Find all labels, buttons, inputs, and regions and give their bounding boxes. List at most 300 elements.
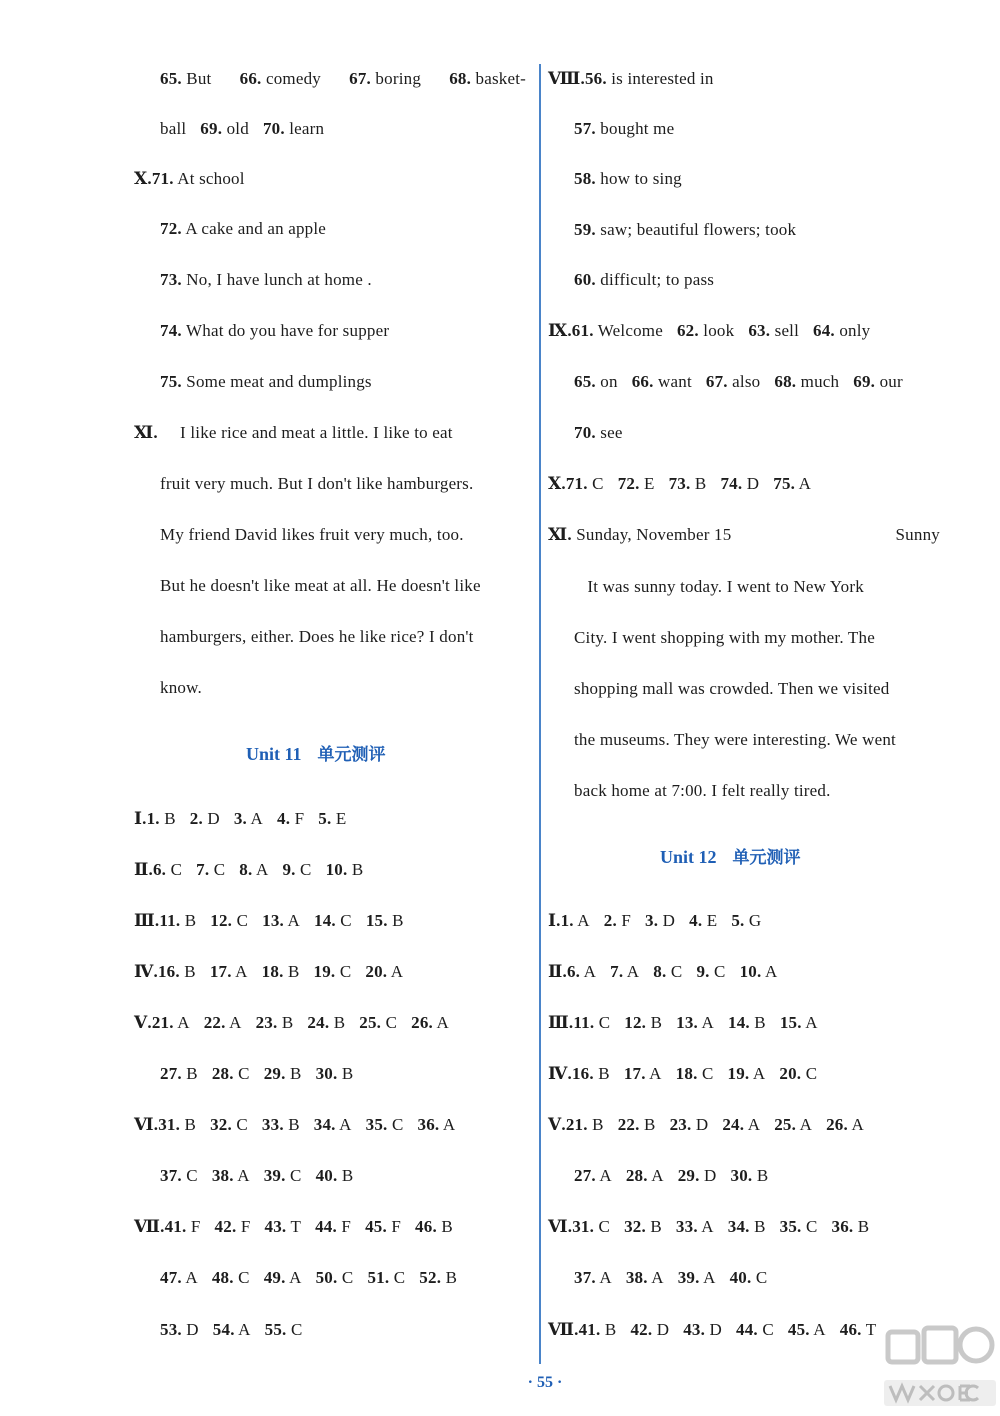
answer-text: C: [751, 1268, 768, 1287]
right-text-line: [574, 627, 875, 649]
answer-item: [740, 961, 778, 983]
answer-text: F: [236, 1217, 251, 1236]
answer-text: C: [232, 911, 249, 930]
answer-text: A: [252, 860, 269, 879]
answer-item: [160, 1063, 198, 1085]
question-number: 20.: [779, 1064, 802, 1083]
left-text-line: [160, 118, 324, 140]
answer-text: B: [337, 1064, 354, 1083]
right-text-line: [574, 219, 796, 241]
right-text-line: [574, 576, 864, 598]
answer-text: C: [231, 1115, 248, 1134]
answer-item: [316, 1165, 354, 1187]
right-answer-line: [548, 1063, 817, 1085]
answer-text: G: [744, 911, 762, 930]
answer-text: T: [286, 1217, 302, 1236]
answer-text: D: [742, 474, 760, 493]
question-number: 19.: [313, 962, 336, 981]
answer-item: [314, 910, 352, 932]
answer-text: C: [166, 860, 183, 879]
question-number: 49.: [263, 1268, 286, 1287]
section-numeral: Ⅳ.: [134, 962, 158, 981]
question-number: 5.: [731, 911, 745, 930]
answer-item: [134, 808, 176, 830]
answer-item: [774, 1114, 812, 1136]
answer-item: [574, 678, 889, 700]
question-number: 46.: [839, 1320, 862, 1339]
left-answer-line: [160, 1267, 457, 1289]
question-number: 33.: [675, 1217, 698, 1236]
question-number: 75.: [160, 372, 182, 391]
answer-text: B: [853, 1217, 870, 1236]
answer-text: At school: [173, 169, 245, 188]
answer-text: C: [209, 860, 226, 879]
question-number: 58.: [574, 169, 596, 188]
answer-text: But he doesn't like meat at all. He doesn't like: [160, 576, 481, 595]
answer-item: [256, 1012, 294, 1034]
answer-text: E: [331, 809, 347, 828]
answer-item: [365, 1216, 401, 1238]
answer-text: F: [290, 809, 305, 828]
answer-text: A: [173, 1013, 190, 1032]
right-text-line: [574, 678, 889, 700]
question-number: 57.: [574, 119, 596, 138]
answer-item: [813, 320, 870, 342]
answer-item: [307, 1012, 345, 1034]
answer-text: City. I went shopping with my mother. The: [574, 628, 875, 647]
answer-text: A: [698, 1013, 714, 1032]
answer-item: [213, 1319, 251, 1341]
answer-text: B: [387, 911, 404, 930]
question-number: 45.: [787, 1320, 810, 1339]
answer-item: [418, 1114, 456, 1136]
answer-item: [365, 961, 403, 983]
answer-item: [676, 1063, 714, 1085]
answer-item: [731, 910, 761, 932]
right-answer-line: [548, 961, 777, 983]
question-number: 65.: [160, 69, 182, 88]
answer-item: [722, 1114, 760, 1136]
answer-text: B: [329, 1013, 346, 1032]
answer-text: D: [202, 809, 220, 828]
question-number: 50.: [315, 1268, 338, 1287]
question-number: 42.: [214, 1217, 237, 1236]
question-number: 38.: [211, 1166, 234, 1185]
answer-text: A: [225, 1013, 242, 1032]
question-number: 22.: [617, 1115, 640, 1134]
answer-item: [574, 576, 864, 598]
answer-text: A: [801, 1013, 818, 1032]
question-number: 65.: [574, 372, 596, 391]
unit-11-subtitle: 单元测评: [317, 745, 386, 765]
answer-item: [314, 1114, 352, 1136]
answer-item: [780, 1216, 818, 1238]
answer-item: [670, 1114, 709, 1136]
answer-item: [212, 1165, 250, 1187]
answer-item: [210, 1114, 248, 1136]
question-number: 9.: [282, 860, 296, 879]
left-answer-line: [134, 1216, 453, 1238]
right-answer-line: [548, 1114, 864, 1136]
section-numeral: Ⅵ.: [134, 1115, 159, 1134]
section-numeral: Ⅸ.: [548, 321, 572, 340]
unit-11-title: Unit 11: [246, 744, 302, 764]
question-number: 27.: [160, 1064, 182, 1083]
question-number: 10.: [325, 860, 348, 879]
question-number: 36.: [417, 1115, 440, 1134]
answer-text: C: [389, 1268, 406, 1287]
answer-item: [574, 780, 831, 802]
question-number: 74.: [160, 321, 182, 340]
right-text-line: [574, 371, 903, 393]
answer-item: [689, 910, 717, 932]
answer-item: [645, 910, 675, 932]
answer-item: [788, 1319, 826, 1341]
answer-text: know.: [160, 678, 202, 697]
question-number: 31.: [572, 1217, 595, 1236]
answer-item: [624, 1012, 662, 1034]
answer-text: the museums. They were interesting. We went: [574, 730, 896, 749]
answer-text: A: [284, 911, 300, 930]
answer-text: A: [645, 1064, 662, 1083]
answer-text: B: [347, 860, 364, 879]
answer-text: A: [231, 962, 248, 981]
question-number: 46.: [415, 1217, 437, 1236]
answer-text: A: [744, 1115, 761, 1134]
right-answer-line: [574, 1267, 767, 1289]
right-text-line: [574, 422, 623, 444]
answer-text: B: [749, 1217, 766, 1236]
answer-item: [632, 371, 692, 393]
answer-item: [262, 1114, 300, 1136]
answer-text: Sunny: [895, 525, 940, 544]
question-number: 41.: [164, 1217, 187, 1236]
answer-text: C: [381, 1013, 398, 1032]
watermark-logo: [880, 1318, 998, 1414]
question-number: 17.: [209, 962, 232, 981]
answer-item: [610, 961, 639, 983]
answer-text: T: [861, 1320, 877, 1339]
page-number-value: 55: [537, 1374, 553, 1391]
question-number: 14.: [314, 911, 336, 930]
answer-item: [548, 68, 714, 90]
answer-text: C: [286, 1320, 303, 1339]
answer-text: A: [847, 1115, 864, 1134]
answer-text: Sunday, November 15: [571, 525, 732, 544]
answer-text: C: [295, 860, 312, 879]
answer-item: [548, 1319, 616, 1341]
left-text-line: [160, 371, 372, 393]
question-number: 18.: [675, 1064, 698, 1083]
answer-text: C: [594, 1217, 611, 1236]
section-numeral: Ⅲ.: [134, 911, 160, 930]
question-number: 8.: [239, 860, 253, 879]
answer-text: B: [646, 1013, 663, 1032]
answer-item: [160, 575, 481, 597]
answer-text: B: [441, 1268, 458, 1287]
unit-12-subtitle: 单元测评: [732, 848, 801, 868]
answer-text: C: [285, 1166, 302, 1185]
answer-text: shopping mall was crowded. Then we visited: [574, 679, 890, 698]
question-number: 35.: [779, 1217, 802, 1236]
answer-text: A: [335, 1115, 352, 1134]
answer-text: D: [652, 1320, 670, 1339]
answer-item: [160, 118, 186, 140]
answer-item: [359, 1012, 397, 1034]
question-number: 13.: [676, 1013, 698, 1032]
section-numeral: Ⅹ.: [548, 474, 566, 493]
question-number: 29.: [677, 1166, 700, 1185]
question-number: 47.: [160, 1268, 182, 1287]
answer-item: [262, 910, 300, 932]
answer-text: C: [335, 911, 352, 930]
question-number: 51.: [367, 1268, 390, 1287]
answer-item: [215, 1216, 251, 1238]
right-text-line: [548, 320, 870, 342]
answer-item: [574, 219, 796, 241]
right-text-line: [548, 473, 811, 495]
answer-text: C: [233, 1268, 250, 1287]
answer-text: A: [181, 1268, 198, 1287]
answer-item: [190, 808, 220, 830]
left-answer-line: [134, 1012, 449, 1034]
left-text-line: [160, 269, 372, 291]
answer-item: [316, 1267, 354, 1289]
answer-text: B: [180, 911, 197, 930]
answer-text: C: [587, 474, 604, 493]
answer-item: [840, 1319, 877, 1341]
answer-item: [548, 961, 596, 983]
answer-text: C: [801, 1064, 818, 1083]
question-number: 69.: [853, 372, 876, 391]
question-number: 25.: [359, 1013, 382, 1032]
answer-item: [449, 68, 526, 90]
question-number: 22.: [203, 1013, 226, 1032]
section-numeral: Ⅶ.: [134, 1217, 165, 1236]
question-number: 13.: [262, 911, 284, 930]
section-numeral: Ⅷ.: [548, 69, 585, 88]
left-answer-line: [134, 1114, 455, 1136]
section-numeral: Ⅱ.: [548, 962, 567, 981]
answer-text: look: [698, 321, 735, 340]
left-text-line: [160, 575, 481, 597]
question-number: 21.: [565, 1115, 588, 1134]
question-number: 68.: [774, 372, 797, 391]
answer-text: A: [647, 1268, 664, 1287]
answer-text: is interested in: [606, 69, 714, 88]
answer-item: [683, 1319, 722, 1341]
answer-item: [326, 859, 364, 881]
answer-item: [134, 1114, 196, 1136]
question-number: 25.: [774, 1115, 797, 1134]
section-numeral: Ⅺ.: [134, 423, 158, 442]
answer-item: [728, 1063, 766, 1085]
answer-text: B: [752, 1166, 769, 1185]
question-number: 2.: [189, 809, 203, 828]
right-text-line: [574, 168, 682, 190]
question-number: 10.: [739, 962, 762, 981]
answer-item: [349, 68, 421, 90]
answer-text: A: [749, 1064, 766, 1083]
question-number: 70.: [574, 423, 596, 442]
answer-item: [548, 1063, 610, 1085]
answer-text: C: [387, 1115, 404, 1134]
right-text-line: [574, 118, 674, 140]
answer-item: [277, 808, 304, 830]
answer-item: [618, 1114, 656, 1136]
answer-item: [624, 1063, 662, 1085]
question-number: 68.: [449, 69, 472, 88]
answer-text: our: [875, 372, 903, 391]
left-text-line: [160, 626, 474, 648]
answer-item: [265, 1216, 302, 1238]
answer-item: [264, 1165, 302, 1187]
question-number: 34.: [727, 1217, 750, 1236]
question-number: 66.: [239, 69, 262, 88]
right-text-line: [548, 524, 940, 546]
right-text-line: [548, 68, 714, 90]
answer-item: [779, 1063, 817, 1085]
question-number: 2.: [603, 911, 617, 930]
answer-item: [134, 910, 196, 932]
answer-text: difficult; to pass: [595, 270, 715, 289]
answer-item: [314, 961, 352, 983]
answer-text: F: [386, 1217, 402, 1236]
answer-text: F: [616, 911, 632, 930]
answer-item: [676, 1216, 714, 1238]
question-number: 60.: [574, 270, 596, 289]
answer-text: A: [439, 1115, 456, 1134]
answer-item: [210, 961, 248, 983]
answer-text: A: [573, 911, 590, 930]
answer-item: [315, 1216, 351, 1238]
answer-text: ball: [160, 119, 187, 138]
answer-text: I like rice and meat a little. I like to eat: [157, 423, 453, 442]
answer-text: B: [639, 1115, 656, 1134]
answer-item: [604, 910, 631, 932]
answer-item: [574, 1165, 612, 1187]
answer-item: [160, 218, 326, 240]
question-number: 15.: [365, 911, 388, 930]
answer-item: [160, 320, 389, 342]
question-number: 53.: [160, 1320, 182, 1339]
question-number: 9.: [696, 962, 710, 981]
answer-item: [160, 626, 474, 648]
answer-item: [548, 473, 604, 495]
question-number: 44.: [315, 1217, 337, 1236]
answer-item: [415, 1216, 453, 1238]
question-number: 75.: [773, 474, 796, 493]
answer-item: [832, 1216, 870, 1238]
question-number: 38.: [625, 1268, 648, 1287]
answer-text: want: [653, 372, 692, 391]
section-numeral: Ⅴ.: [548, 1115, 566, 1134]
answer-text: B: [285, 1064, 302, 1083]
column-divider: [539, 64, 541, 1364]
answer-item: [160, 524, 464, 546]
answer-text: old: [222, 119, 249, 138]
answer-item: [548, 910, 590, 932]
unit-12-heading: [660, 845, 801, 870]
answer-text: see: [595, 423, 623, 442]
answer-text: B: [337, 1166, 354, 1185]
question-number: 3.: [645, 911, 659, 930]
question-number: 71.: [151, 169, 174, 188]
answer-item: [318, 808, 346, 830]
answer-text: B: [690, 474, 707, 493]
right-text-line: [574, 269, 714, 291]
section-numeral: Ⅳ.: [548, 1064, 572, 1083]
answer-item: [624, 1216, 662, 1238]
question-number: 30.: [315, 1064, 338, 1083]
answer-text: Some meat and dumplings: [181, 372, 372, 391]
question-number: 67.: [349, 69, 371, 88]
question-number: 30.: [730, 1166, 753, 1185]
answer-item: [728, 1216, 766, 1238]
answer-item: [160, 677, 202, 699]
question-number: 24.: [307, 1013, 330, 1032]
question-number: 34.: [313, 1115, 336, 1134]
question-number: 63.: [748, 321, 771, 340]
page-number: · 55 ·: [527, 1374, 563, 1391]
answer-item: [264, 1063, 302, 1085]
left-answer-line: [160, 1319, 303, 1341]
question-number: 14.: [728, 1013, 750, 1032]
answer-text: C: [181, 1166, 198, 1185]
question-number: 20.: [365, 962, 388, 981]
answer-text: What do you have for supper: [181, 321, 390, 340]
answer-item: [196, 859, 225, 881]
answer-item: [200, 118, 249, 140]
answer-item: [265, 1319, 303, 1341]
question-number: 12.: [624, 1013, 647, 1032]
answer-item: [411, 1012, 449, 1034]
answer-item: [239, 859, 268, 881]
answer-text: A: [595, 1268, 612, 1287]
answer-text: basket-: [471, 69, 526, 88]
question-number: 15.: [779, 1013, 802, 1032]
left-answer-line: [160, 1063, 353, 1085]
question-number: 23.: [255, 1013, 278, 1032]
answer-item: [853, 371, 903, 393]
answer-text: saw; beautiful flowers; took: [595, 220, 797, 239]
answer-text: fruit very much. But I don't like hamburgers.: [160, 474, 474, 493]
answer-item: [676, 1012, 714, 1034]
question-number: 32.: [210, 1115, 232, 1134]
unit-11-heading: [246, 742, 386, 767]
question-number: 35.: [365, 1115, 388, 1134]
question-number: 54.: [212, 1320, 235, 1339]
answer-item: [730, 1267, 768, 1289]
answer-text: F: [186, 1217, 201, 1236]
answer-item: [134, 859, 182, 881]
answer-text: D: [658, 911, 676, 930]
answer-text: B: [645, 1217, 662, 1236]
question-number: 7.: [196, 860, 210, 879]
answer-item: [574, 118, 674, 140]
left-answer-line: [134, 859, 363, 881]
answer-item: [677, 320, 734, 342]
answer-text: B: [180, 1115, 197, 1134]
right-answer-line: [548, 1012, 818, 1034]
answer-text: C: [757, 1320, 774, 1339]
answer-text: C: [335, 962, 352, 981]
question-number: 11.: [159, 911, 181, 930]
answer-text: F: [336, 1217, 352, 1236]
answer-item: [574, 422, 623, 444]
answer-item: [773, 473, 811, 495]
answer-text: B: [159, 809, 176, 828]
